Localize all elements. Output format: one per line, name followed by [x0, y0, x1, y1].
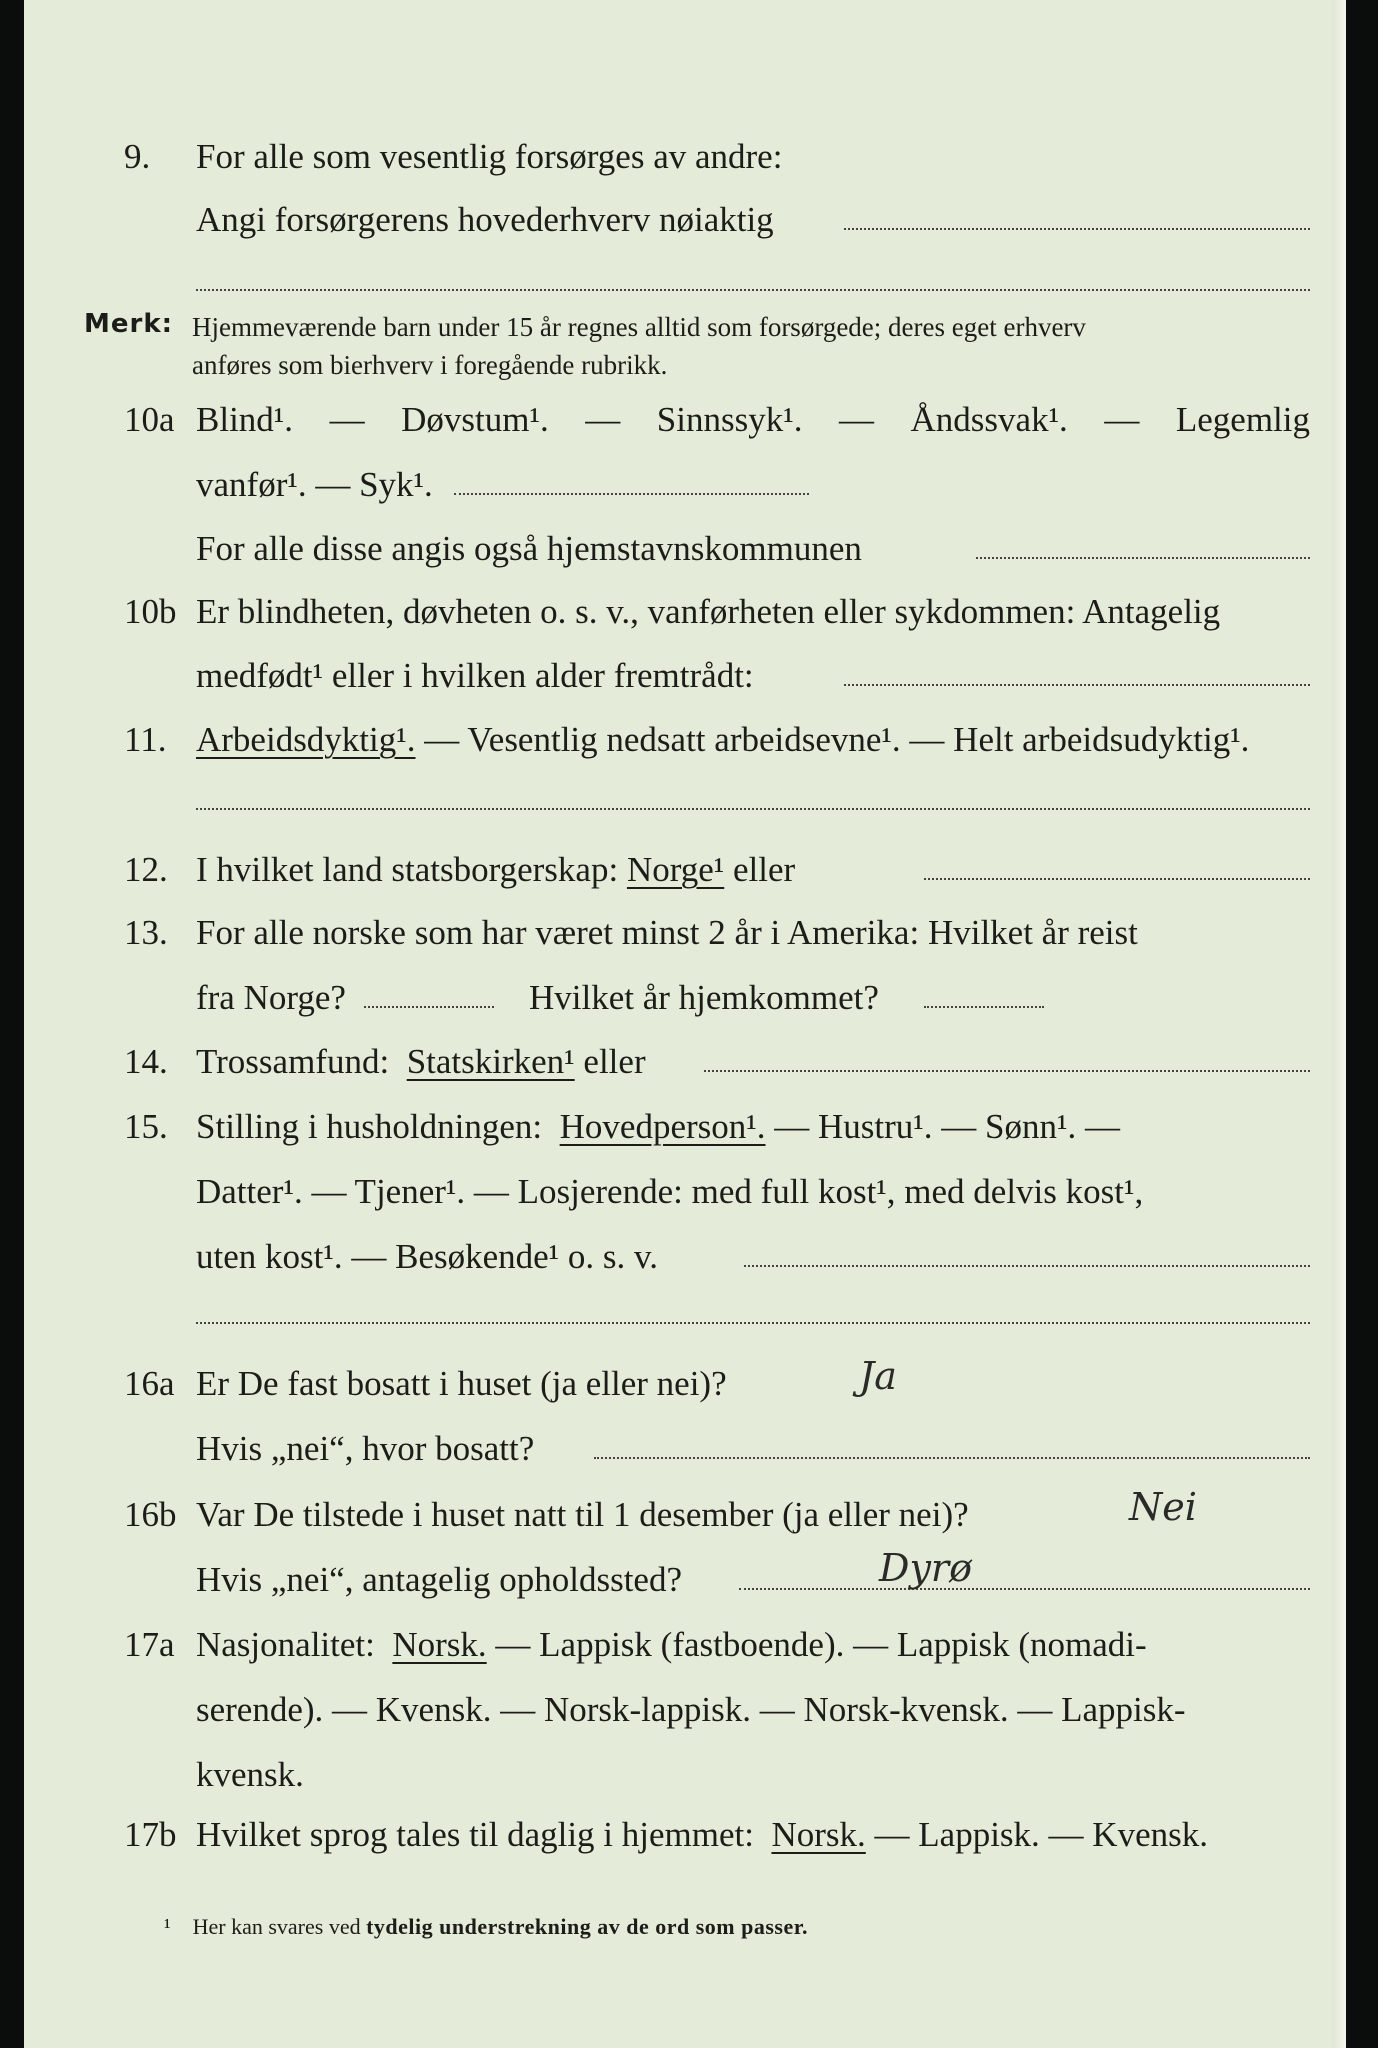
question-number: 16b — [124, 1495, 177, 1534]
note-line: anføres som bierhverv i foregående rubrikk. — [192, 350, 668, 380]
answer-line[interactable] — [744, 1265, 1310, 1267]
question-number: 13. — [124, 913, 168, 952]
question-number: 11. — [124, 720, 167, 759]
other-options: kvensk. — [196, 1755, 304, 1794]
question-text: Er De fast bosatt i huset (ja eller nei)? — [196, 1364, 727, 1403]
answer-line[interactable] — [924, 1006, 1044, 1008]
answer-line[interactable] — [196, 289, 1310, 291]
footnote-bold-text: tydelig understrekning av de ord som passer. — [366, 1914, 808, 1939]
option-dovstum[interactable]: Døvstum¹. — [401, 400, 549, 439]
question-number: 10b — [124, 592, 177, 631]
question-text: Var De tilstede i huset natt til 1 desember (ja eller nei)? — [196, 1495, 969, 1534]
option-statskirken-underlined[interactable]: Statskirken¹ — [406, 1042, 575, 1081]
question-number: 16a — [124, 1364, 175, 1403]
question-number: 12. — [124, 850, 168, 889]
handwritten-answer[interactable]: Nei — [1129, 1485, 1197, 1529]
other-options: — Lappisk. — Kvensk. — [874, 1815, 1208, 1854]
question-text: fra Norge? — [196, 978, 346, 1017]
question-number: 17b — [124, 1815, 177, 1854]
option-arbeidsdyktig-underlined[interactable]: Arbeidsdyktig¹. — [196, 720, 416, 759]
option-hovedperson-underlined[interactable]: Hovedperson¹. — [559, 1107, 766, 1146]
note-line: Hjemmeværende barn under 15 år regnes alltid som forsørgede; deres eget erhverv — [192, 312, 1086, 342]
other-options: — Vesentlig nedsatt arbeidsevne¹. — Helt arbeidsudyktig¹. — [424, 720, 1250, 759]
option-norsk-underlined[interactable]: Norsk. — [771, 1815, 866, 1854]
option-sinnssyk[interactable]: Sinnssyk¹. — [656, 400, 803, 439]
census-form-page — [24, 0, 1346, 2048]
dash: — — [838, 400, 874, 439]
footnote — [164, 1914, 808, 1940]
answer-line[interactable] — [196, 1322, 1310, 1324]
option-andssvak[interactable]: Åndssvak¹. — [910, 400, 1068, 439]
question-number: 15. — [124, 1107, 168, 1146]
question-text: Trossamfund: — [196, 1042, 390, 1081]
answer-line[interactable] — [196, 808, 1310, 810]
question-text: Hvis „nei“, antagelig opholdssted? — [196, 1560, 682, 1599]
question-text: Hvilket sprog tales til daglig i hjemmet: — [196, 1815, 754, 1854]
dash: — — [1104, 400, 1140, 439]
dash: — — [329, 400, 365, 439]
question-text: Nasjonalitet: — [196, 1625, 375, 1664]
question-text: Angi forsørgerens hovederhverv nøiaktig — [196, 200, 774, 239]
question-text: Er blindheten, døvheten o. s. v., vanførheten eller sykdommen: Antagelig — [196, 592, 1221, 631]
option-legemlig[interactable]: Legemlig — [1175, 400, 1310, 439]
question-text: I hvilket land statsborgerskap: — [196, 850, 619, 889]
question-text: Stilling i husholdningen: — [196, 1107, 543, 1146]
question-text: For alle som vesentlig forsørges av andre: — [196, 137, 783, 176]
other-options: Datter¹. — Tjener¹. — Losjerende: med full kost¹, med delvis kost¹, — [196, 1172, 1144, 1211]
option-blind[interactable]: Blind¹. — [196, 400, 294, 439]
answer-line[interactable] — [976, 557, 1310, 559]
answer-line[interactable] — [739, 1588, 1310, 1590]
other-options: — Lappisk (fastboende). — Lappisk (nomadi- — [495, 1625, 1147, 1664]
answer-line[interactable] — [844, 228, 1310, 230]
option-norsk-underlined[interactable]: Norsk. — [392, 1625, 487, 1664]
handwritten-answer[interactable]: Dyrø — [879, 1546, 972, 1590]
footnote-mark: ¹ — [164, 1914, 171, 1939]
option-norge-underlined[interactable]: Norge¹ — [626, 850, 725, 889]
question-number: 17a — [124, 1625, 175, 1664]
dash: — — [585, 400, 621, 439]
footnote-text: Her kan svares ved — [192, 1914, 361, 1939]
question-text: eller — [583, 1042, 646, 1081]
other-options: uten kost¹. — Besøkende¹ o. s. v. — [196, 1237, 659, 1276]
question-number: 9. — [124, 137, 151, 176]
answer-line[interactable] — [454, 493, 809, 495]
answer-line[interactable] — [364, 1006, 494, 1008]
answer-line[interactable] — [924, 878, 1310, 880]
question-text: Hvis „nei“, hvor bosatt? — [196, 1429, 535, 1468]
other-options: serende). — Kvensk. — Norsk-lappisk. — Norsk-kvensk. — Lappisk- — [196, 1690, 1186, 1729]
question-text: medfødt¹ eller i hvilken alder fremtrådt: — [196, 656, 754, 695]
question-text: For alle norske som har været minst 2 år i Amerika: Hvilket år reist — [196, 913, 1138, 952]
answer-line[interactable] — [594, 1457, 1310, 1459]
note-label: Merk: — [84, 309, 174, 339]
answer-line[interactable] — [704, 1070, 1310, 1072]
answer-line[interactable] — [844, 684, 1310, 686]
question-text: vanfør¹. — Syk¹. — [196, 465, 433, 504]
question-number: 10a — [124, 400, 175, 439]
question-text: For alle disse angis også hjemstavnskommunen — [196, 529, 862, 568]
disability-options — [196, 400, 1310, 440]
question-text: eller — [733, 850, 796, 889]
question-number: 14. — [124, 1042, 168, 1081]
handwritten-answer[interactable]: Ja — [859, 1354, 897, 1398]
question-text: Hvilket år hjemkommet? — [529, 978, 879, 1017]
other-options: — Hustru¹. — Sønn¹. — — [774, 1107, 1120, 1146]
